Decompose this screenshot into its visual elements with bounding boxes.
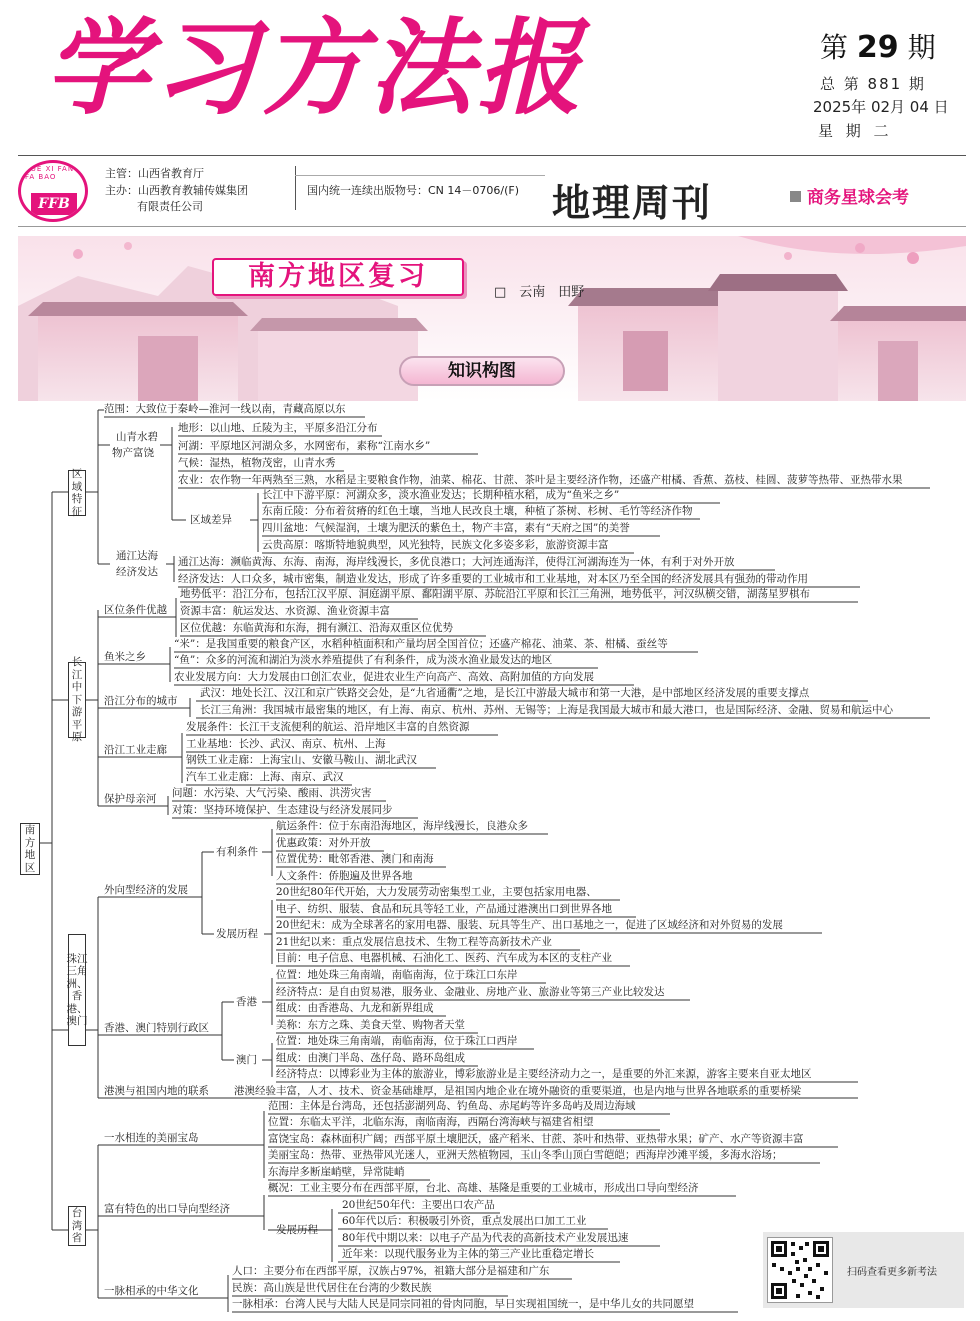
node-hk-macau: 香港、澳门特别行政区 <box>104 1022 209 1034</box>
node-recent: 近年来：以现代服务业为主体的第三产业比重稳定增长 <box>342 1248 594 1260</box>
node-steel: 钢铁工业走廊：上海宝山、安徽马鞍山、湖北武汉 <box>186 754 417 766</box>
node-terrain: 地形：以山地、丘陵为主，平原多沿江分布 <box>178 422 378 434</box>
node-one-lineage: 一脉相承：台湾人民与大陆人民是同宗同祖的骨肉同胞，早日实现祖国统一，是中华儿女的共同愿望 <box>232 1298 694 1310</box>
article-title: 南方地区复习 <box>212 258 464 296</box>
node-rice: “米”：是我国重要的粮食产区，水稻种植面积和产量均居全国首位；还盛产棉花、油菜、茶、柑橘、蚕丝等 <box>174 638 668 650</box>
node-river-sea-a: 通江达海 <box>116 550 158 562</box>
node-green-hills-a: 山青水碧 <box>116 431 158 443</box>
node-location-adv: 区位优越：东临黄海和东海，拥有濒江、沿海双重区位优势 <box>180 622 453 634</box>
node-1980s-tw: 80年代中期以来：以电子产品为代表的高新技术产业发展迅速 <box>342 1232 629 1244</box>
node-tw-overview: 概况：工业主要分布在西部平原，台北、高雄、基隆是重要的工业城市，形成出口导向型经济 <box>268 1182 699 1194</box>
node-macau-location: 位置：地处珠三角南端，南临南海，位于珠江口西岸 <box>276 1035 518 1047</box>
node-flat-terrain: 地势低平：沿江分布，包括江汉平原、洞庭湖平原、鄱阳湖平原、苏皖沿江平原和长江三角洲，地势低平，河汉纵横交错，湖荡星罗棋布 <box>180 588 810 600</box>
logo-mark: FFB <box>31 193 77 215</box>
publisher-sponsor: 主办：山西教育教辅传媒集团 <box>105 184 248 197</box>
node-cities: 沿江分布的城市 <box>104 695 178 707</box>
node-range: 范围：大致位于秦岭—淮河一线以南，青藏高原以东 <box>104 403 346 415</box>
node-favorable: 有利条件 <box>216 846 258 858</box>
node-problems: 问题：水污染、大气污染、酸雨、洪涝灾害 <box>172 787 372 799</box>
group-yangtze-plain: 长江中下游平原 <box>68 662 86 738</box>
node-1960s: 60年代以后：积极吸引外资，重点发展出口加工工业 <box>342 1215 587 1227</box>
column-name: 商务星球会考 <box>790 183 909 208</box>
masthead-title: 学习方法报 <box>45 6 586 129</box>
node-countermeasures: 对策：坚持环境保护、生态建设与经济发展同步 <box>172 804 393 816</box>
node-export-economy: 外向型经济的发展 <box>104 884 188 896</box>
node-location: 区位条件优越 <box>104 604 167 616</box>
issn-text: 国内统一连续出版物号：CN 14－0706/(F) <box>307 184 520 197</box>
node-late-20c: 20世纪末：成为全球著名的家用电器、服装、玩具等生产、出口基地之一，促进了区域经济和对外贸易的发展 <box>276 919 783 931</box>
logo-ring-text: XUE XI FANG FA BAO <box>25 165 81 181</box>
node-beautiful-island: 一水相连的美丽宝岛 <box>104 1132 199 1144</box>
node-tw-beautiful-cont: 东海岸多断崖峭壁，异常陡峭 <box>268 1166 405 1178</box>
node-agri-direction: 农业发展方向：大力发展由口创汇农业，促进农业生产向高产、高效、高附加值的方向发展 <box>174 671 594 683</box>
node-tw-rich: 富饶宝岛：森林面积广阔；西部平原土壤肥沃，盛产稻米、甘蔗、茶叶和热带、亚热带水果；矿产、水产等资源丰富 <box>268 1133 804 1145</box>
node-tw-history: 发展历程 <box>276 1224 318 1236</box>
issue-number: 第 29 期 <box>820 30 936 65</box>
node-1980s-cont: 电子、纺织、服装、食品和玩具等轻工业，产品通过港澳出口到世界各地 <box>276 903 612 915</box>
node-river-sea-b: 经济发达 <box>116 566 158 578</box>
node-resources: 资源丰富：航运发达、水资源、渔业资源丰富 <box>180 605 390 617</box>
node-21c: 21世纪以来：重点发展信息技术、生物工程等高新技术产业 <box>276 936 552 948</box>
node-now: 目前：电子信息、电器机械、石油化工、医药、汽车成为本区的支柱产业 <box>276 952 612 964</box>
node-wuhan: 武汉：地处长江、汉江和京广铁路交会处，是“九省通衢”之地，是长江中游最大城市和第一大港，是中部地区经济发展的重要支撑点 <box>200 687 810 699</box>
node-macau: 澳门 <box>236 1054 257 1066</box>
node-climate: 气候：湿热，植物茂密，山青水秀 <box>178 457 336 469</box>
node-fish-rice: 鱼米之乡 <box>104 651 146 663</box>
node-tw-range: 范围：主体是台湾岛，还包括澎湖列岛、钓鱼岛、赤尾屿等许多岛屿及周边海域 <box>268 1100 636 1112</box>
node-agriculture: 农业：农作物一年两熟至三熟，水稻是主要粮食作物，油菜、棉花、甘蔗、茶叶是主要经济作物，还盛产柑橘、香蕉、荔枝、桂圆、菠萝等热带、亚热带水果 <box>178 474 903 486</box>
node-hk-titles: 美称：东方之珠、美食天堂、购物者天堂 <box>276 1019 465 1031</box>
node-export-oriented: 富有特色的出口导向型经济 <box>104 1203 230 1215</box>
node-economy: 经济发达：人口众多，城市密集，制造业发达，形成了许多重要的工业城市和工业基地，对本区乃至全国的经济发展具有强劲的带动作用 <box>178 573 808 585</box>
node-tw-location: 位置：东临太平洋，北临东海，南临南海，西隔台湾海峡与福建省相望 <box>268 1116 594 1128</box>
edition-title: 地理周刊 <box>552 181 713 225</box>
node-1950s: 20世纪50年代：主要出口农产品 <box>342 1199 495 1211</box>
node-hk-mainland: 港澳与祖国内地的联系 <box>104 1085 209 1097</box>
node-yungui: 云贵高原：喀斯特地貌典型，风光独特，民族文化多姿多彩，旅游资源丰富 <box>262 539 609 551</box>
node-green-hills-b: 物产富饶 <box>112 447 154 459</box>
qr-code-icon[interactable] <box>767 1237 833 1303</box>
node-southeast-hills: 东南丘陵：分布着贫瘠的红色土壤，当地人民改良土壤，种植了茶树、杉树、毛竹等经济作物 <box>262 505 693 517</box>
node-hk-composition: 组成：由香港岛、九龙和新界组成 <box>276 1002 434 1014</box>
node-shipping: 航运条件：位于东南沿海地区，海岸线漫长，良港众多 <box>276 820 528 832</box>
node-industry-bases: 工业基地：长沙、武汉、南京、杭州、上海 <box>186 738 386 750</box>
node-yangtze-diff: 长江中下游平原：河湖众多，淡水渔业发达；长期种植水稻，成为“鱼米之乡” <box>262 489 620 501</box>
node-auto: 汽车工业走廊：上海、南京、武汉 <box>186 771 344 783</box>
publisher-supervisor: 主管：山西省教育厅 <box>105 167 204 180</box>
article-author: □ 云南 田野 <box>494 285 585 300</box>
issue-number-value: 29 <box>856 30 899 65</box>
node-population: 人口：主要分布在西部平原，汉族占97%，祖籍大部分是福建和广东 <box>232 1265 550 1277</box>
node-rivers: 河湖：平原地区河湖众多，水网密布，素称“江南水乡” <box>178 440 431 452</box>
root-node: 南方地区 <box>20 823 40 875</box>
node-hk-mainland-detail: 港澳经验丰富，人才、技术、资金基础雄厚，是祖国内地企业在境外融资的重要渠道，也是内地与世界各地联系的重要桥梁 <box>234 1085 801 1097</box>
node-hk-economy: 经济特点：是自由贸易港，服务业、金融业、房地产业、旅游业等第三产业比较发达 <box>276 986 665 998</box>
node-tw-beautiful: 美丽宝岛：热带、亚热带风光迷人，亚洲天然植物园，玉山冬季山顶白雪皑皑；西海岸沙滩平缓，多海水浴场； <box>268 1149 783 1161</box>
node-yangtze-delta: 长江三角洲：我国城市最密集的地区，有上海、南京、杭州、苏州、无锡等；上海是我国最大城市和最大港口，也是国际经济、金融、贸易和航运中心 <box>200 704 893 716</box>
node-culture: 人文条件：侨胞遍及世界各地 <box>276 870 413 882</box>
publisher-sponsor-line2: 有限责任公司 <box>137 200 203 213</box>
issue-total: 总 第 881 期 <box>820 75 926 93</box>
node-hk-location: 位置：地处珠三角南端，南临南海，位于珠江口东岸 <box>276 969 518 981</box>
node-hongkong: 香港 <box>236 996 257 1008</box>
node-dev-conditions: 发展条件：长江干支流便利的航运、沿岸地区丰富的自然资源 <box>186 721 470 733</box>
node-sichuan: 四川盆地：气候湿润，土壤为肥沃的紫色土，物产丰富，素有“天府之国”的美誉 <box>262 522 630 534</box>
node-industry-corridor: 沿江工业走廊 <box>104 744 167 756</box>
section-label: 知识构图 <box>399 356 565 386</box>
group-region-features: 区域特征 <box>68 470 86 516</box>
node-river-sea: 通江达海：濒临黄海、东海、南海，海岸线漫长，多优良港口；大河连通海洋，使得江河湖海连为一体，有利于对外开放 <box>178 556 735 568</box>
node-1980s: 20世纪80年代开始，大力发展劳动密集型工业，主要包括家用电器、 <box>276 886 597 898</box>
qr-caption: 扫码查看更多新考法 <box>847 1267 937 1278</box>
node-regional-diff: 区域差异 <box>190 514 232 526</box>
node-position: 位置优势：毗邻香港、澳门和南海 <box>276 853 434 865</box>
node-macau-economy: 经济特点：以博彩业为主体的旅游业，博彩旅游业是主要经济动力之一，是重要的外汇来源，游客主要来自亚太地区 <box>276 1068 812 1080</box>
node-macau-composition: 组成：由澳门半岛、氹仔岛、路环岛组成 <box>276 1052 465 1064</box>
node-ethnic: 民族：高山族是世代居住在台湾的少数民族 <box>232 1282 432 1294</box>
issue-weekday: 星 期 二 <box>818 122 893 140</box>
node-history: 发展历程 <box>216 928 258 940</box>
issue-date: 2025年 02月 04 日 <box>813 98 949 116</box>
group-pearl-river-delta: 珠江三角洲、香港、澳门 <box>68 934 86 1046</box>
node-policy: 优惠政策：对外开放 <box>276 837 371 849</box>
node-fish: “鱼”：众多的河流和湖泊为淡水养殖提供了有利条件，成为淡水渔业最发达的地区 <box>174 654 553 666</box>
group-taiwan: 台湾省 <box>68 1206 86 1246</box>
node-chinese-culture: 一脉相承的中华文化 <box>104 1285 199 1297</box>
node-protect-river: 保护母亲河 <box>104 793 157 805</box>
